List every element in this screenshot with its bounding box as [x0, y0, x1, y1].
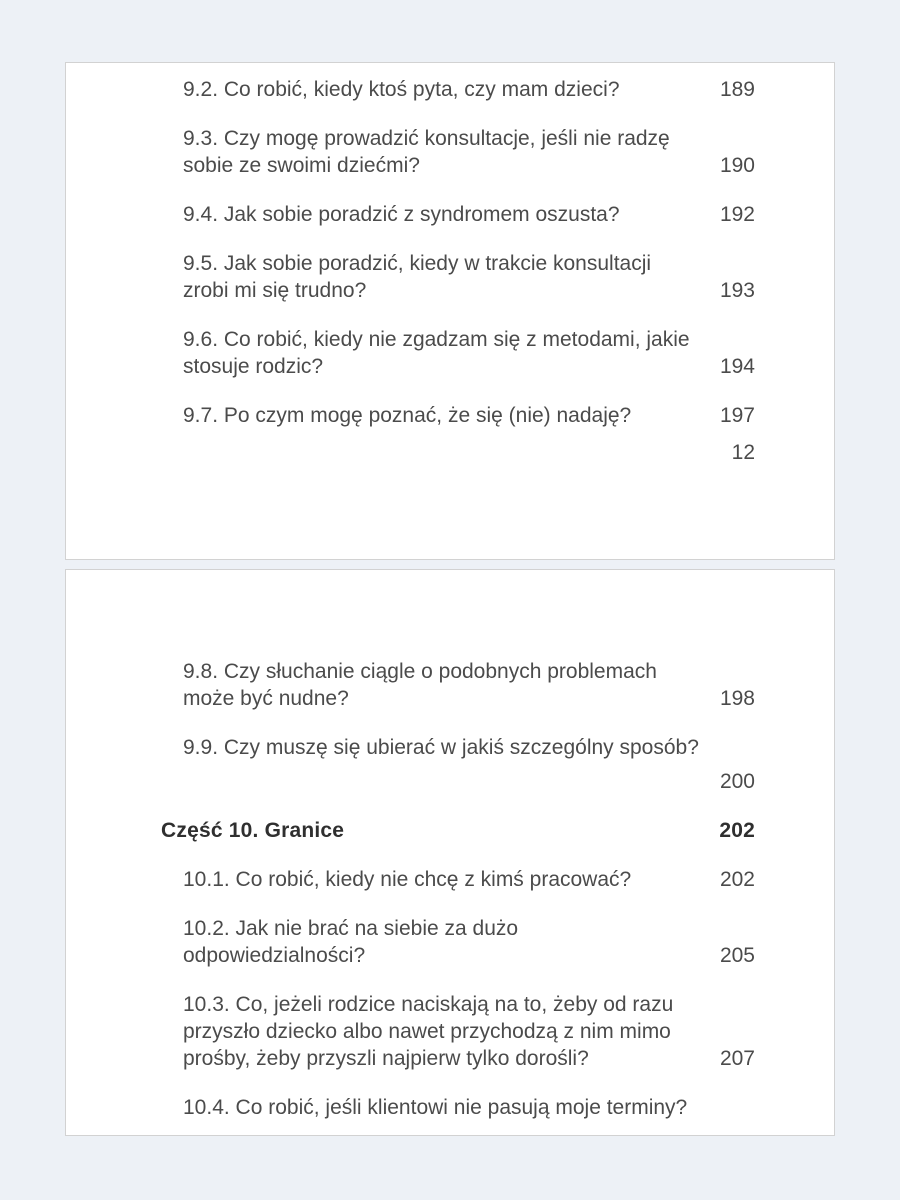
toc-entry [161, 915, 755, 969]
toc-entry-text: 9.9. Czy muszę się ubierać w jakiś szczególny sposób? [183, 736, 699, 759]
toc-entry-text: 10.1. Co robić, kiedy nie chcę z kimś pracować? [183, 868, 632, 891]
toc-entry-text: 9.8. Czy słuchanie ciągle o podobnych problemach [183, 660, 657, 683]
toc-page-2 [65, 569, 835, 1136]
toc-entry-text: 9.3. Czy mogę prowadzić konsultacje, jeśli nie radzę [183, 127, 670, 150]
toc-entry-text: sobie ze swoimi dziećmi? [183, 154, 420, 177]
toc-entry [161, 866, 755, 893]
toc-entry [161, 76, 755, 103]
toc-entry-page-number: 197 [719, 404, 755, 427]
toc-entry-text: 9.5. Jak sobie poradzić, kiedy w trakcie konsultacji [183, 252, 652, 275]
toc-entry-page-number: 190 [719, 154, 755, 177]
toc-entry-text: może być nudne? [183, 687, 349, 710]
toc-entry [161, 734, 755, 795]
toc-entry-text: odpowiedzialności? [183, 944, 366, 967]
toc-entry [161, 201, 755, 228]
toc-entry-text: stosuje rodzic? [183, 355, 324, 378]
toc-entry [161, 1094, 755, 1121]
toc-entry-page-number: 192 [719, 203, 755, 226]
toc-entry-page-number: 194 [719, 355, 755, 378]
toc-entry-text: 10.3. Co, jeżeli rodzice naciskają na to, żeby od razu [183, 993, 674, 1016]
toc-entry-text: 10.2. Jak nie brać na siebie za dużo [183, 917, 519, 940]
toc-entry [161, 658, 755, 712]
toc-entry-text: 9.7. Po czym mogę poznać, że się (nie) nadaję? [183, 404, 632, 427]
toc-entry-text: 9.6. Co robić, kiedy nie zgadzam się z metodami, jakie [183, 328, 690, 351]
toc-entry-text: przyszło dziecko albo nawet przychodzą z nim mimo [183, 1020, 671, 1043]
toc-entry-page-number: 207 [719, 1047, 755, 1070]
toc-entry-page-number: 200 [719, 770, 755, 793]
toc-entry-text: prośby, żeby przyszli najpierw tylko dorośli? [183, 1047, 589, 1070]
toc-entry-page-number: 202 [719, 868, 755, 891]
book-page-number: 12 [731, 441, 755, 464]
toc-page-2-content [66, 570, 834, 1121]
toc-entry [161, 991, 755, 1072]
toc-section-heading [161, 817, 755, 844]
toc-entry-page-number: 198 [719, 687, 755, 710]
toc-entry-text: zrobi mi się trudno? [183, 279, 367, 302]
toc-entry-page-number: 205 [719, 944, 755, 967]
toc-entry [161, 402, 755, 429]
toc-entry [161, 125, 755, 179]
toc-entry-page-number: 189 [719, 78, 755, 101]
toc-entry-text: Część 10. Granice [161, 819, 345, 842]
toc-entry-page-number: 193 [719, 279, 755, 302]
toc-entry-text: 9.4. Jak sobie poradzić z syndromem oszusta? [183, 203, 620, 226]
toc-entry-text: 10.4. Co robić, jeśli klientowi nie pasują moje terminy? [183, 1096, 688, 1119]
toc-entry-page-number: 202 [719, 819, 755, 842]
toc-entry [161, 326, 755, 380]
toc-page-1-content [66, 63, 834, 466]
toc-entry-text: 9.2. Co robić, kiedy ktoś pyta, czy mam dzieci? [183, 78, 620, 101]
toc-page-1 [65, 62, 835, 560]
toc-entry [161, 250, 755, 304]
